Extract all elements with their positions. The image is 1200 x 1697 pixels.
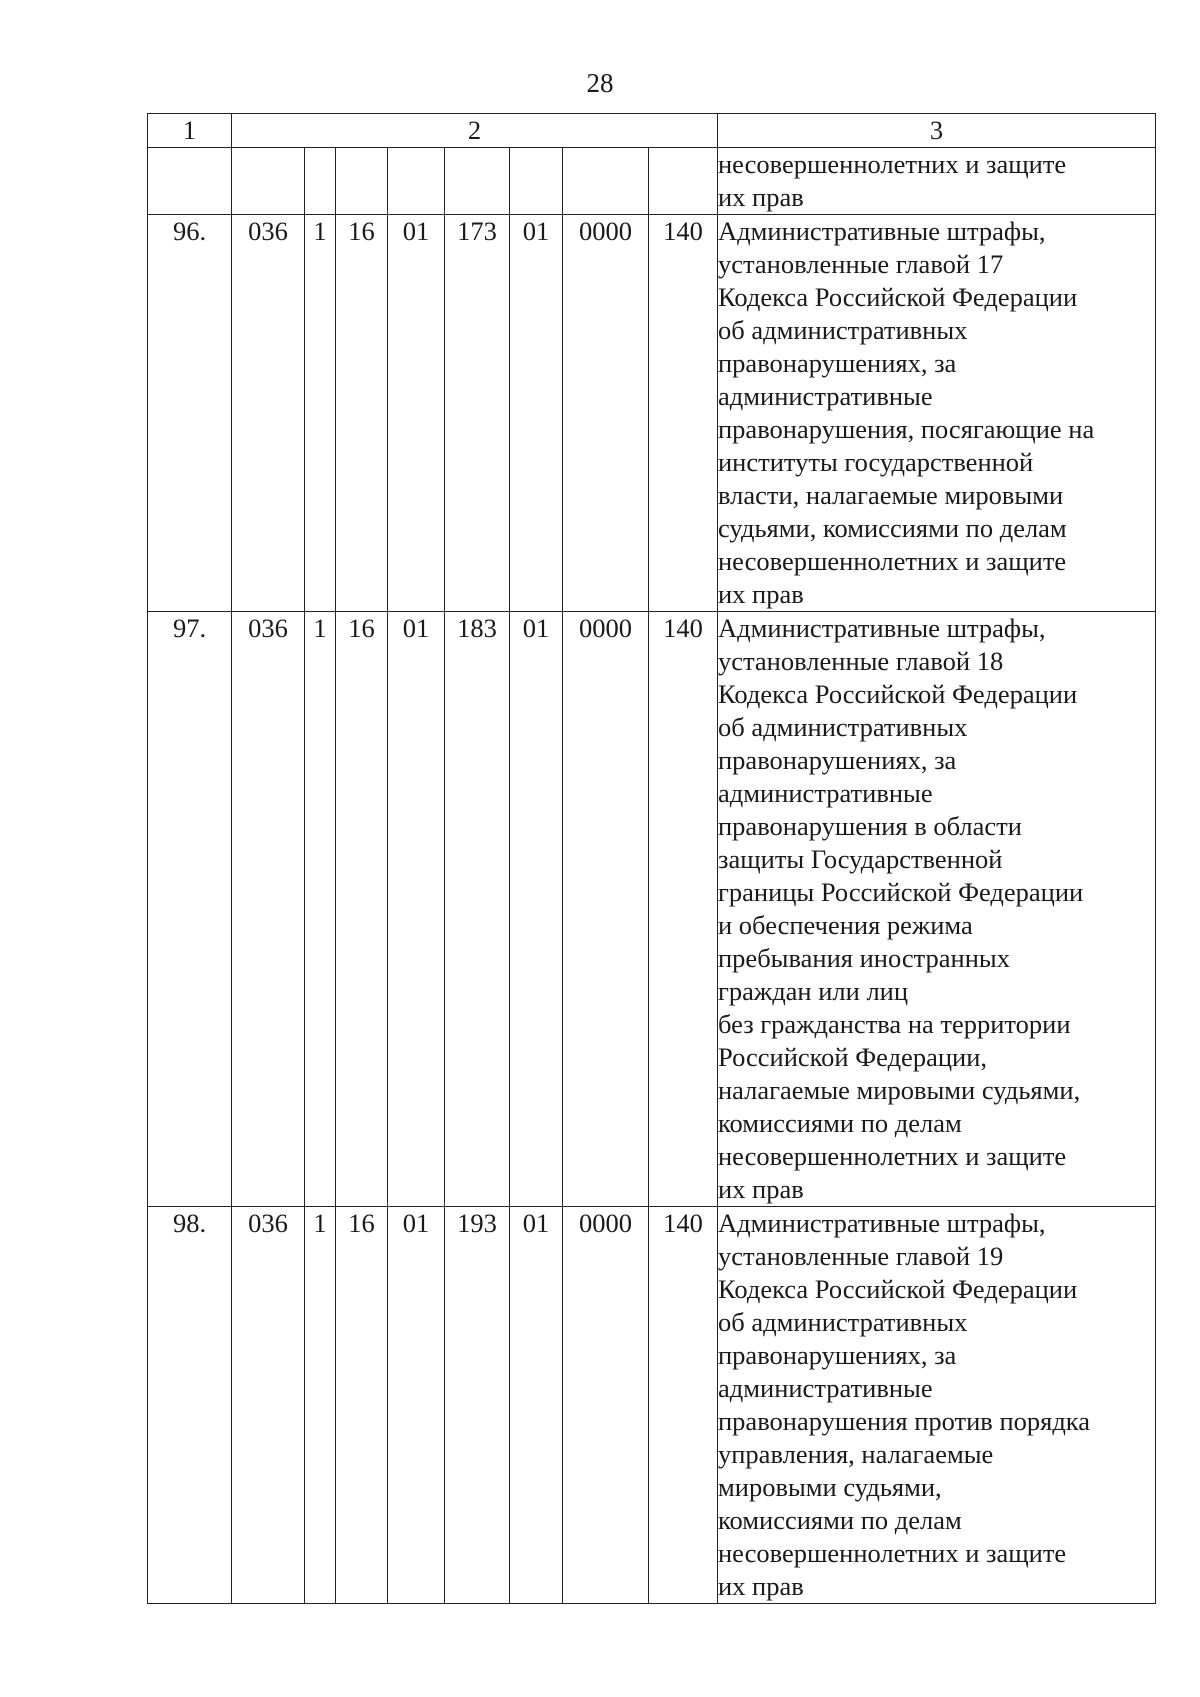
description-cell [718, 148, 1156, 215]
description-line: несовершеннолетних и защите [718, 546, 1067, 576]
code-article: 01 [388, 612, 445, 1207]
description-line: их прав [718, 579, 804, 609]
description-line: Административные штрафы, [718, 1208, 1046, 1238]
description-line: Административные штрафы, [718, 216, 1046, 246]
empty-cell [649, 148, 718, 215]
description-line: административные [718, 778, 933, 808]
description-line: власти, налагаемые мировыми [718, 480, 1064, 510]
header-col-3: 3 [718, 114, 1156, 148]
description-line: комиссиями по делам [718, 1505, 962, 1535]
continuation-row [148, 148, 1156, 215]
description-line: установленные главой 18 [718, 646, 1004, 676]
empty-cell [388, 148, 445, 215]
description-line: об административных [718, 1307, 968, 1337]
description-line: Административные штрафы, [718, 613, 1046, 643]
code-economic: 140 [649, 1207, 718, 1604]
description-cell [718, 1207, 1156, 1604]
table-row [148, 215, 1156, 612]
description-cell [718, 215, 1156, 612]
code-element: 01 [510, 1207, 563, 1604]
description-line: административные [718, 1373, 933, 1403]
description-line: Кодекса Российской Федерации [718, 679, 1078, 709]
description-line: несовершеннолетних и защите [718, 1538, 1067, 1568]
code-element: 01 [510, 215, 563, 612]
row-number: 96. [148, 215, 232, 612]
empty-cell [510, 148, 563, 215]
description-line: административные [718, 381, 933, 411]
description-line: Кодекса Российской Федерации [718, 282, 1078, 312]
description-line: правонарушения против порядка [718, 1406, 1091, 1436]
code-economic: 140 [649, 215, 718, 612]
code-element: 01 [510, 612, 563, 1207]
code-admin: 036 [232, 215, 305, 612]
description-line: защиты Государственной [718, 844, 1003, 874]
description-line: без гражданства на территории [718, 1009, 1071, 1039]
empty-cell [232, 148, 305, 215]
description-line: их прав [718, 1571, 804, 1601]
description-line: граждан или лиц [718, 976, 909, 1006]
description-line: пребывания иностранных [718, 943, 1010, 973]
description-line: их прав [718, 182, 804, 212]
description-line: правонарушения, посягающие на [718, 414, 1095, 444]
code-program: 0000 [563, 612, 649, 1207]
code-group: 1 [305, 215, 336, 612]
description-line: и обеспечения режима [718, 910, 973, 940]
code-subarticle: 173 [445, 215, 510, 612]
description-line: границы Российской Федерации [718, 877, 1084, 907]
code-program: 0000 [563, 1207, 649, 1604]
page-number: 28 [586, 68, 614, 98]
row-number: 97. [148, 612, 232, 1207]
header-col-1: 1 [148, 114, 232, 148]
description-line: Кодекса Российской Федерации [718, 1274, 1078, 1304]
table-row [148, 612, 1156, 1207]
header-col-2: 2 [232, 114, 718, 148]
table-row [148, 1207, 1156, 1604]
empty-cell [445, 148, 510, 215]
empty-cell [305, 148, 336, 215]
code-admin: 036 [232, 1207, 305, 1604]
description-line: правонарушениях, за [718, 745, 957, 775]
description-line: об административных [718, 315, 968, 345]
description-line: правонарушениях, за [718, 348, 957, 378]
description-line: институты государственной [718, 447, 1034, 477]
description-line: установленные главой 17 [718, 249, 1004, 279]
description-line: налагаемые мировыми судьями, [718, 1075, 1081, 1105]
row-number: 98. [148, 1207, 232, 1604]
description-line: правонарушениях, за [718, 1340, 957, 1370]
empty-cell [563, 148, 649, 215]
code-group: 1 [305, 612, 336, 1207]
code-subarticle: 183 [445, 612, 510, 1207]
code-economic: 140 [649, 612, 718, 1207]
budget-classification-table [147, 113, 1156, 1604]
code-subarticle: 193 [445, 1207, 510, 1604]
description-line: комиссиями по делам [718, 1108, 962, 1138]
description-line: управления, налагаемые [718, 1439, 994, 1469]
code-subgroup: 16 [336, 1207, 388, 1604]
code-subgroup: 16 [336, 612, 388, 1207]
description-line: установленные главой 19 [718, 1241, 1004, 1271]
description-line: правонарушения в области [718, 811, 1022, 841]
code-subgroup: 16 [336, 215, 388, 612]
empty-cell [336, 148, 388, 215]
code-group: 1 [305, 1207, 336, 1604]
empty-cell [148, 148, 232, 215]
description-line: Российской Федерации, [718, 1042, 987, 1072]
description-line: об административных [718, 712, 968, 742]
code-article: 01 [388, 1207, 445, 1604]
description-line: судьями, комиссиями по делам [718, 513, 1067, 543]
code-admin: 036 [232, 612, 305, 1207]
description-line: несовершеннолетних и защите [718, 1141, 1067, 1171]
description-line: несовершеннолетних и защите [718, 149, 1067, 179]
description-line: мировыми судьями, [718, 1472, 942, 1502]
description-cell [718, 612, 1156, 1207]
header-row [148, 114, 1156, 148]
code-program: 0000 [563, 215, 649, 612]
description-line: их прав [718, 1174, 804, 1204]
code-article: 01 [388, 215, 445, 612]
